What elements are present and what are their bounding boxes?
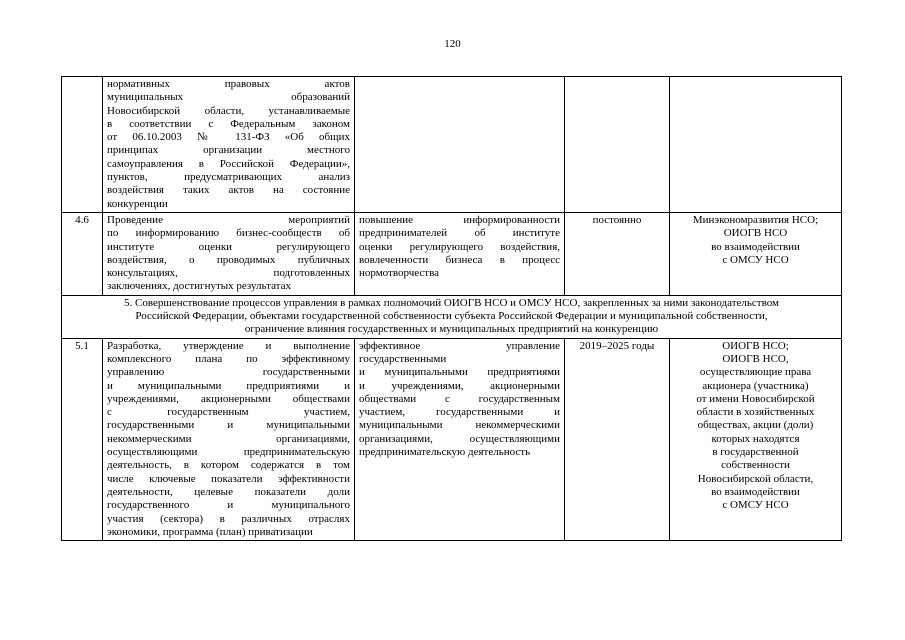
section-title: [62, 295, 842, 338]
text-line: с ОМСУ НСО: [722, 499, 789, 512]
result-cell: [355, 212, 565, 295]
text-line: с ОМСУ НСО: [722, 253, 789, 266]
text-line: ОИОГВ НСО: [723, 227, 788, 240]
description-cell: [103, 338, 355, 540]
text-line: Новосибирской области,: [697, 472, 814, 485]
text-line: организациями, осуществляющими: [359, 432, 560, 445]
text-line: Проведение мероприятий: [107, 213, 350, 226]
text-line: управлению государственными: [107, 366, 350, 379]
term-cell: 2019–2025 годы: [565, 338, 670, 540]
text-line: деятельность, в котором содержатся в том: [107, 459, 350, 472]
text-line: предпринимателей об институте: [359, 227, 560, 240]
text-line: воздействия, о проводимых публичных: [107, 253, 350, 266]
text-line: осуществляющими предпринимательскую: [107, 446, 350, 459]
text-line: муниципальных образований: [107, 91, 350, 104]
text-line: деятельности, целевые показатели доли: [107, 485, 350, 498]
text-line: во взаимодействии: [711, 240, 800, 253]
text-line: государственными и муниципальными: [107, 419, 350, 432]
text-line: Российской Федерации, объектами государственной собственности субъекта Российской Федерации и муниципальной собственности,: [135, 310, 768, 323]
text-line: Новосибирской области, устанавливаемые: [107, 104, 350, 117]
text-line: нормотворчества: [359, 267, 439, 280]
text-line: которых находятся: [711, 432, 800, 445]
text-line: ограничение влияния государственных и муниципальных предприятий на конкуренцию: [244, 323, 659, 336]
table-row: [62, 77, 842, 213]
text-line: собственности: [721, 459, 790, 472]
text-line: осуществляющие права: [699, 366, 812, 379]
text-line: Минэкономразвития НСО;: [692, 213, 819, 226]
row-number-cell: 5.1: [62, 338, 103, 540]
text-line: числе ключевые показатели эффективности: [107, 472, 350, 485]
text-line: и муниципальными предприятиями: [359, 366, 560, 379]
text-line: заключениях, достигнутых результатах: [107, 280, 291, 293]
text-line: акционера (участника): [702, 379, 809, 392]
text-line: 5. Совершенствование процессов управления в рамках полномочий ОИОГВ НСО и ОМСУ НСО, закрепленных за ними законодательством: [124, 296, 779, 309]
text-line: от имени Новосибирской: [696, 392, 815, 405]
page-number: 120: [444, 38, 461, 50]
term-cell: постоянно: [565, 212, 670, 295]
responsible-cell: [670, 338, 842, 540]
responsible-cell: [670, 77, 842, 213]
section-header-row: [62, 295, 842, 338]
text-line: воздействия таких актов на состояние: [107, 184, 350, 197]
text-line: с государственным участием,: [107, 406, 350, 419]
text-line: от 06.10.2003 № 131-ФЗ «Об общих: [107, 131, 350, 144]
text-line: Разработка, утверждение и выполнение: [107, 339, 350, 352]
text-line: государственными: [359, 352, 447, 365]
text-line: оценки регулирующего воздействия,: [359, 240, 560, 253]
text-line: учреждениями, акционерными обществами: [107, 392, 350, 405]
text-line: государственного и муниципального: [107, 499, 350, 512]
row-number-cell: 4.6: [62, 212, 103, 295]
text-line: по информированию бизнес-сообществ об: [107, 227, 350, 240]
text-line: участия (сектора) в различных отраслях: [107, 512, 350, 525]
term-cell: [565, 77, 670, 213]
text-line: вовлеченности бизнеса в процесс: [359, 253, 560, 266]
text-line: принципах организации местного: [107, 144, 350, 157]
text-line: некоммерческими организациями,: [107, 432, 350, 445]
text-line: участием, государственными и: [359, 406, 560, 419]
text-line: нормативных правовых актов: [107, 78, 350, 90]
text-line: экономики, программа (план) приватизации: [107, 525, 313, 538]
text-line: муниципальными некоммерческими: [359, 419, 560, 432]
text-line: пунктов, предусматривающих анализ: [107, 171, 350, 184]
text-line: консультациях, подготовленных: [107, 267, 350, 280]
result-cell: [355, 338, 565, 540]
text-line: конкуренции: [107, 197, 168, 210]
text-line: самоуправления в Российской Федерации»,: [107, 157, 350, 170]
responsible-cell: [670, 212, 842, 295]
text-line: институте оценки регулирующего: [107, 240, 350, 253]
measures-table: [61, 76, 842, 541]
result-cell: [355, 77, 565, 213]
text-line: в государственной: [712, 446, 799, 459]
text-line: эффективное управление: [359, 339, 560, 352]
row-number-cell: [62, 77, 103, 213]
text-line: предпринимательскую деятельность: [359, 446, 531, 459]
text-line: комплексного плана по эффективному: [107, 352, 350, 365]
text-line: в соответствии с Федеральным законом: [107, 117, 350, 130]
text-line: области в хозяйственных: [696, 406, 815, 419]
description-cell: [103, 212, 355, 295]
text-line: и учреждениями, акционерными: [359, 379, 560, 392]
text-line: ОИОГВ НСО,: [722, 352, 789, 365]
text-line: повышение информированности: [359, 213, 560, 226]
table-row: [62, 338, 842, 540]
text-line: обществами с государственным: [359, 392, 560, 405]
text-line: ОИОГВ НСО;: [722, 339, 789, 352]
description-cell: [103, 77, 355, 213]
text-line: и муниципальными предприятиями и: [107, 379, 350, 392]
table-row: [62, 212, 842, 295]
text-line: во взаимодействии: [711, 485, 800, 498]
text-line: обществах, акции (доли): [697, 419, 814, 432]
